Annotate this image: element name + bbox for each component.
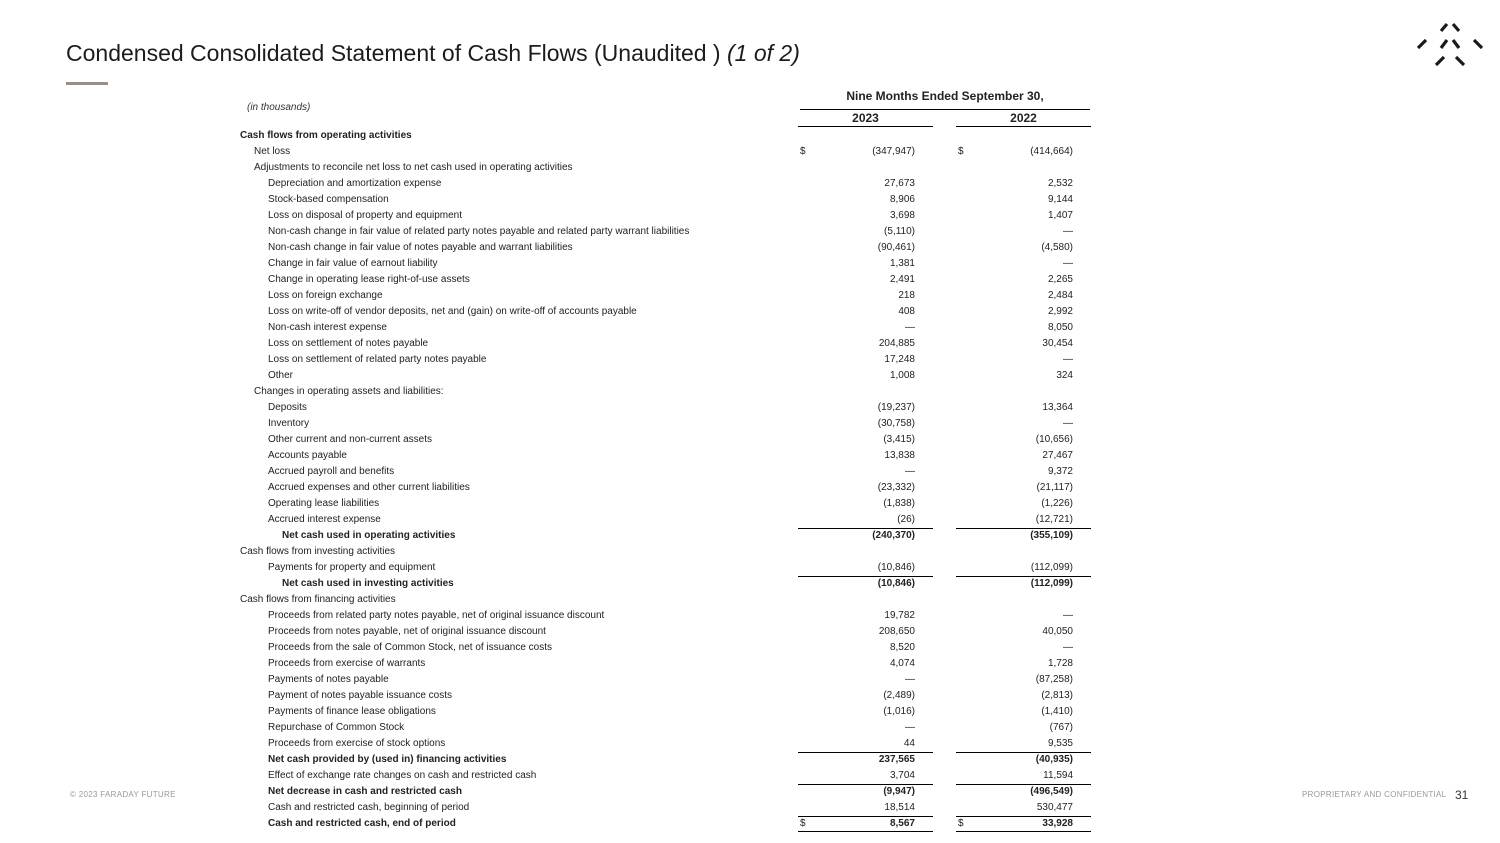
- year-2022-header: 2022: [1010, 111, 1037, 125]
- table-row: [0, 800, 1500, 816]
- value-2023: 19,782: [884, 610, 915, 621]
- value-2023: (1,016): [883, 706, 915, 717]
- table-row: [0, 592, 1500, 608]
- table-row: [0, 720, 1500, 736]
- row-label: Loss on settlement of notes payable: [268, 338, 429, 349]
- row-label: Payments for property and equipment: [268, 562, 436, 573]
- table-row: [0, 688, 1500, 704]
- row-label: Repurchase of Common Stock: [268, 722, 405, 733]
- row-label: Inventory: [268, 418, 310, 429]
- value-2023: (1,838): [883, 498, 915, 509]
- row-label: Cash flows from operating activities: [240, 130, 412, 141]
- table-row: [0, 384, 1500, 400]
- dollar-sign: $: [800, 146, 806, 157]
- value-2022: 9,372: [1047, 466, 1073, 477]
- table-row: [0, 224, 1500, 240]
- value-2022: 27,467: [1042, 450, 1073, 461]
- row-label: Net decrease in cash and restricted cash: [268, 786, 462, 797]
- row-label: Payment of notes payable issuance costs: [268, 690, 452, 701]
- row-label: Net cash provided by (used in) financing activities: [268, 754, 507, 765]
- table-row: [0, 176, 1500, 192]
- row-label: Proceeds from the sale of Common Stock, net of issuance costs: [268, 642, 553, 653]
- table-row: [0, 208, 1500, 224]
- value-2022: 9,144: [1047, 194, 1073, 205]
- row-label: Accrued interest expense: [268, 514, 381, 525]
- row-label: Payments of finance lease obligations: [268, 706, 436, 717]
- period-header: Nine Months Ended September 30,: [846, 89, 1044, 103]
- table-row: [0, 736, 1500, 752]
- table-row: [0, 256, 1500, 272]
- value-2022: (10,656): [1035, 434, 1073, 445]
- row-label: Change in operating lease right-of-use assets: [268, 274, 470, 285]
- row-label: Cash and restricted cash, end of period: [268, 818, 456, 829]
- table-row: [0, 352, 1500, 368]
- table-row: [0, 128, 1500, 144]
- value-2023: (90,461): [877, 242, 915, 253]
- table-row: [0, 160, 1500, 176]
- value-2023: —: [905, 466, 915, 477]
- title-underline: [66, 82, 108, 85]
- value-2023: (240,370): [872, 530, 915, 541]
- row-label: Non-cash change in fair value of related party notes payable and related party warrant liabilities: [268, 226, 690, 237]
- table-row: [0, 464, 1500, 480]
- table-row: [0, 336, 1500, 352]
- value-2022: 530,477: [1036, 802, 1073, 813]
- table-row: [0, 304, 1500, 320]
- value-2023: (2,489): [883, 690, 915, 701]
- table-row: [0, 288, 1500, 304]
- value-2023: (26): [897, 514, 915, 525]
- row-label: Stock-based compensation: [268, 194, 389, 205]
- value-2022: (414,664): [1030, 146, 1073, 157]
- row-label: Cash flows from financing activities: [240, 594, 396, 605]
- table-row: [0, 192, 1500, 208]
- value-2023: (9,947): [883, 786, 915, 797]
- value-2023: (10,846): [877, 562, 915, 573]
- value-2022: 2,484: [1047, 290, 1073, 301]
- value-2023: 208,650: [878, 626, 915, 637]
- row-label: Depreciation and amortization expense: [268, 178, 442, 189]
- row-label: Changes in operating assets and liabilities:: [254, 386, 444, 397]
- table-row: [0, 816, 1500, 832]
- value-2023: 204,885: [878, 338, 915, 349]
- value-2023: (10,846): [877, 578, 915, 589]
- table-row: [0, 400, 1500, 416]
- value-2023: 8,567: [889, 818, 915, 829]
- footer-confidential: PROPRIETARY AND CONFIDENTIAL: [1302, 790, 1447, 799]
- footer-copyright: © 2023 FARADAY FUTURE: [70, 790, 176, 799]
- value-2022: (12,721): [1035, 514, 1073, 525]
- row-label: Net cash used in operating activities: [282, 530, 456, 541]
- row-label: Cash flows from investing activities: [240, 546, 396, 557]
- row-label: Non-cash interest expense: [268, 322, 387, 333]
- table-row: [0, 784, 1500, 800]
- value-2023: 27,673: [884, 178, 915, 189]
- row-label: Loss on settlement of related party notes payable: [268, 354, 487, 365]
- value-2023: (5,110): [884, 226, 915, 237]
- value-2022: 9,535: [1047, 738, 1073, 749]
- value-2022: 30,454: [1042, 338, 1073, 349]
- value-2022: —: [1063, 418, 1073, 429]
- row-label: Loss on disposal of property and equipment: [268, 210, 463, 221]
- dollar-sign: $: [800, 818, 806, 829]
- row-label: Net cash used in investing activities: [282, 578, 454, 589]
- value-2023: 8,520: [889, 642, 915, 653]
- table-row: [0, 240, 1500, 256]
- value-2022: 40,050: [1042, 626, 1073, 637]
- value-2023: —: [905, 322, 915, 333]
- table-row: [0, 368, 1500, 384]
- table-row: [0, 448, 1500, 464]
- value-2022: (2,813): [1041, 690, 1073, 701]
- value-2022: —: [1063, 258, 1073, 269]
- value-2023: —: [905, 674, 915, 685]
- row-label: Loss on write-off of vendor deposits, net and (gain) on write-off of accounts payable: [268, 306, 637, 317]
- value-2022: (112,099): [1030, 578, 1073, 589]
- value-2023: (19,237): [877, 402, 915, 413]
- cash-flow-table: [0, 128, 1500, 832]
- value-2023: 4,074: [889, 658, 915, 669]
- value-2023: 3,698: [889, 210, 915, 221]
- units-note: (in thousands): [247, 102, 311, 113]
- table-row: [0, 496, 1500, 512]
- value-2023: 1,008: [889, 370, 915, 381]
- row-label: Adjustments to reconcile net loss to net cash used in operating activities: [254, 162, 573, 173]
- year-2023-rule: [798, 126, 933, 127]
- row-label: Net loss: [254, 146, 291, 157]
- table-row: [0, 624, 1500, 640]
- table-row: [0, 144, 1500, 160]
- row-label: Other current and non-current assets: [268, 434, 432, 445]
- page-title: [66, 40, 800, 67]
- value-2023: (347,947): [872, 146, 915, 157]
- table-row: [0, 416, 1500, 432]
- value-2022: (1,410): [1041, 706, 1073, 717]
- table-row: [0, 272, 1500, 288]
- period-header-rule: [800, 109, 1090, 110]
- value-2023: 44: [903, 738, 915, 749]
- table-row: [0, 480, 1500, 496]
- table-row: [0, 560, 1500, 576]
- value-2023: 8,906: [889, 194, 915, 205]
- value-2022: 2,265: [1047, 274, 1073, 285]
- row-label: Deposits: [268, 402, 307, 413]
- value-2022: —: [1063, 354, 1073, 365]
- title-main: Condensed Consolidated Statement of Cash Flows (Unaudited ): [66, 40, 721, 66]
- value-2023: 3,704: [889, 770, 915, 781]
- value-2022: 2,532: [1047, 178, 1073, 189]
- table-row: [0, 768, 1500, 784]
- value-2023: (30,758): [877, 418, 915, 429]
- table-row: [0, 608, 1500, 624]
- value-2022: (4,580): [1041, 242, 1073, 253]
- row-label: Cash and restricted cash, beginning of period: [268, 802, 470, 813]
- year-2022-rule: [956, 126, 1091, 127]
- row-label: Accrued payroll and benefits: [268, 466, 395, 477]
- table-row: [0, 320, 1500, 336]
- value-2023: 18,514: [884, 802, 915, 813]
- row-label: Operating lease liabilities: [268, 498, 380, 509]
- value-2022: (112,099): [1030, 562, 1073, 573]
- table-row: [0, 432, 1500, 448]
- value-2022: 1,728: [1047, 658, 1073, 669]
- value-2022: —: [1063, 226, 1073, 237]
- row-label: Loss on foreign exchange: [268, 290, 383, 301]
- value-2022: 1,407: [1047, 210, 1073, 221]
- value-2022: (355,109): [1030, 530, 1073, 541]
- row-label: Proceeds from exercise of stock options: [268, 738, 446, 749]
- value-2023: (3,415): [883, 434, 915, 445]
- value-2023: 13,838: [884, 450, 915, 461]
- faraday-future-logo-icon: [1414, 18, 1486, 72]
- row-label: Effect of exchange rate changes on cash and restricted cash: [268, 770, 537, 781]
- table-row: [0, 576, 1500, 592]
- value-2023: 17,248: [884, 354, 915, 365]
- value-2022: —: [1063, 642, 1073, 653]
- row-label: Proceeds from notes payable, net of original issuance discount: [268, 626, 546, 637]
- row-label: Other: [268, 370, 294, 381]
- value-2023: 2,491: [889, 274, 915, 285]
- value-2022: 11,594: [1043, 770, 1073, 781]
- value-2022: (40,935): [1035, 754, 1073, 765]
- table-row: [0, 752, 1500, 768]
- table-row: [0, 672, 1500, 688]
- value-2023: (23,332): [877, 482, 915, 493]
- value-2022: (1,226): [1041, 498, 1073, 509]
- year-2023-header: 2023: [852, 111, 879, 125]
- dollar-sign: $: [958, 146, 964, 157]
- row-label: Change in fair value of earnout liability: [268, 258, 438, 269]
- table-row: [0, 640, 1500, 656]
- table-row: [0, 544, 1500, 560]
- value-2022: 324: [1056, 370, 1073, 381]
- value-2022: 33,928: [1042, 818, 1073, 829]
- value-2023: 237,565: [878, 754, 915, 765]
- page-number: 31: [1455, 788, 1469, 802]
- value-2022: (87,258): [1035, 674, 1073, 685]
- value-2022: (767): [1049, 722, 1073, 733]
- value-2023: 1,381: [889, 258, 915, 269]
- row-label: Proceeds from related party notes payable, net of original issuance discount: [268, 610, 605, 621]
- row-label: Accrued expenses and other current liabilities: [268, 482, 470, 493]
- value-2022: 8,050: [1047, 322, 1073, 333]
- dollar-sign: $: [958, 818, 964, 829]
- value-2022: (21,117): [1036, 482, 1073, 493]
- value-2022: (496,549): [1030, 786, 1073, 797]
- table-row: [0, 512, 1500, 528]
- table-row: [0, 528, 1500, 544]
- table-row: [0, 704, 1500, 720]
- value-2023: 408: [898, 306, 915, 317]
- value-2023: 218: [898, 290, 915, 301]
- title-subtitle: (1 of 2): [726, 40, 800, 66]
- value-2022: 13,364: [1042, 402, 1073, 413]
- row-label: Non-cash change in fair value of notes payable and warrant liabilities: [268, 242, 573, 253]
- table-row: [0, 656, 1500, 672]
- value-2022: 2,992: [1047, 306, 1073, 317]
- row-label: Payments of notes payable: [268, 674, 389, 685]
- row-label: Proceeds from exercise of warrants: [268, 658, 426, 669]
- value-2022: —: [1063, 610, 1073, 621]
- value-2023: —: [905, 722, 915, 733]
- row-label: Accounts payable: [268, 450, 347, 461]
